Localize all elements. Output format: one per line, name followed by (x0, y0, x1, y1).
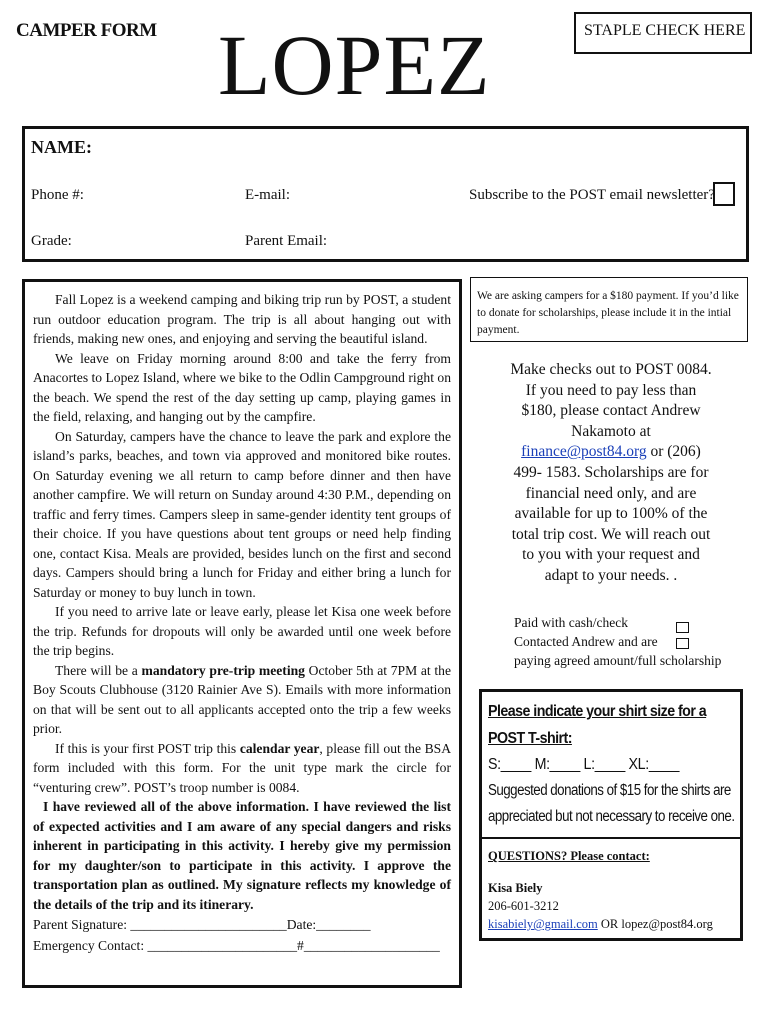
subscribe-checkbox[interactable] (713, 182, 735, 206)
parent-signature-line: Parent Signature: _______________________Date:________ (33, 917, 371, 932)
finance-email-link[interactable]: finance@post84.org (521, 443, 647, 461)
subscribe-label: Subscribe to the POST email newsletter? (469, 187, 715, 203)
trip-intro-paragraph: Fall Lopez is a weekend camping and biking trip run by POST, a student run outdoor education program. The trip is all about hanging out with friends, making new ones, and enjoying and serving the beautiful island. (33, 292, 451, 346)
scholarship-label: paying agreed amount/full scholarship (514, 653, 722, 668)
contacted-andrew-checkbox[interactable] (676, 638, 689, 649)
name-label: NAME: (31, 137, 92, 157)
bsa-text-pre: If this is your first POST trip this (55, 740, 240, 756)
agreement-statement: I have reviewed all of the above information. I have reviewed the list of expected activities and I am aware of any special dangers and risks inherent in participating in this activity. I hereby give my permission for my daughter/son to participate in this activity. I approve the transportation plan as outlined. My signature reflects my knowledge of the details of the trip and its itinerary. (33, 799, 451, 912)
parent-email-label: Parent Email: (245, 233, 328, 249)
contact-phone: 206-601-3212 (488, 899, 559, 913)
paid-cash-checkbox[interactable] (676, 622, 689, 633)
page-title: LOPEZ (218, 17, 491, 113)
payment-request-box: We are asking campers for a $180 payment. If you’d like to donate for scholarships, please include it in the intial payment. (470, 277, 748, 342)
questions-title: QUESTIONS? Please contact: (488, 849, 650, 863)
trip-saturday-paragraph: On Saturday, campers have the chance to leave the park and explore the island’s parks, beaches, and town via approved and monitored bike routes. On Saturday evening we all return to camp before dinner and then have another campfire. We will return on Sunday around 4:30 P.M., depending on traffic and ferry times. Campers sleep in same-gender identity tent groups of their choice. If you have questions about tent groups or need help finding one, contact Kisa. Meals are provided, besides lunch on the first and second days. Campers should bring a lunch for Friday and either bring a lunch for Saturday or money to buy lunch in town. (33, 428, 451, 600)
shirt-title-line1: Please indicate your shirt size for a (488, 703, 707, 720)
checks-instructions (510, 360, 712, 587)
meeting-text-pre: There will be a (55, 662, 142, 678)
trip-description-box (22, 279, 462, 988)
shirt-donation-note: Suggested donations of $15 for the shirts are appreciated but not necessary to receive one. (488, 782, 735, 825)
shirt-size-content (482, 692, 740, 830)
paid-cash-label: Paid with cash/check (514, 615, 628, 630)
staple-check-box: STAPLE CHECK HERE (574, 12, 752, 54)
email-label: E-mail: (245, 187, 290, 203)
shirt-size-title (488, 698, 736, 752)
camper-info-box (22, 126, 749, 262)
phone-label: Phone #: (31, 187, 84, 203)
trip-refund-paragraph: If you need to arrive late or leave early, please let Kisa one week before the trip. Refunds for dropouts will only be awarded until one week before the trip begins. (33, 604, 451, 658)
contact-name: Kisa Biely (488, 881, 543, 895)
trip-bsa-paragraph (33, 739, 451, 798)
emergency-contact-line: Emergency Contact: ______________________#____________________ (33, 938, 440, 953)
form-label: CAMPER FORM (16, 20, 157, 41)
meeting-text-post: October 5th at 7PM at the Boy Scouts Clubhouse (3120 Rainier Ave S). Emails with more information on that will be sent out to all applicants accepted onto the trip a few weeks prior. (33, 662, 451, 736)
grade-label: Grade: (31, 233, 72, 249)
questions-contact-box (482, 837, 743, 941)
trip-friday-paragraph: We leave on Friday morning around 8:00 and take the ferry from Anacortes to Lopez Island, where we bike to the Odlin Campground right on the beach. We spend the rest of the day setting up camp, playing games in the field, relaxing, and hanging out by the campfire. (33, 350, 451, 424)
shirt-size-box (479, 689, 743, 941)
shirt-size-fields: S:____ M:____ L:____ XL:____ (488, 756, 680, 773)
trip-meeting-paragraph (33, 661, 451, 739)
contact-alt-email: OR lopez@post84.org (597, 917, 713, 931)
checks-text-pre: Make checks out to POST 0084. If you need to pay less than $180, please contact Andrew Nakamoto at (510, 361, 712, 440)
meeting-text-bold: mandatory pre-trip meeting (141, 662, 305, 678)
contact-emails (488, 915, 735, 933)
bsa-text-post: , please fill out the BSA form included with this form. For the unit type mark the circle for “venturing crew”. POST’s troop number is 0084. (33, 740, 452, 795)
bsa-text-bold: calendar year (239, 740, 320, 756)
contact-email-link[interactable]: kisabiely@gmail.com (488, 917, 598, 931)
shirt-title-line2: POST T-shirt: (488, 730, 572, 747)
checks-text-post: or (206) 499- 1583. Scholarships are for financial need only, and are available for up to 100% of the total trip cost. We will reach out to you with your request and adapt to your needs. . (511, 443, 711, 584)
contacted-andrew-label: Contacted Andrew and are (514, 634, 658, 649)
